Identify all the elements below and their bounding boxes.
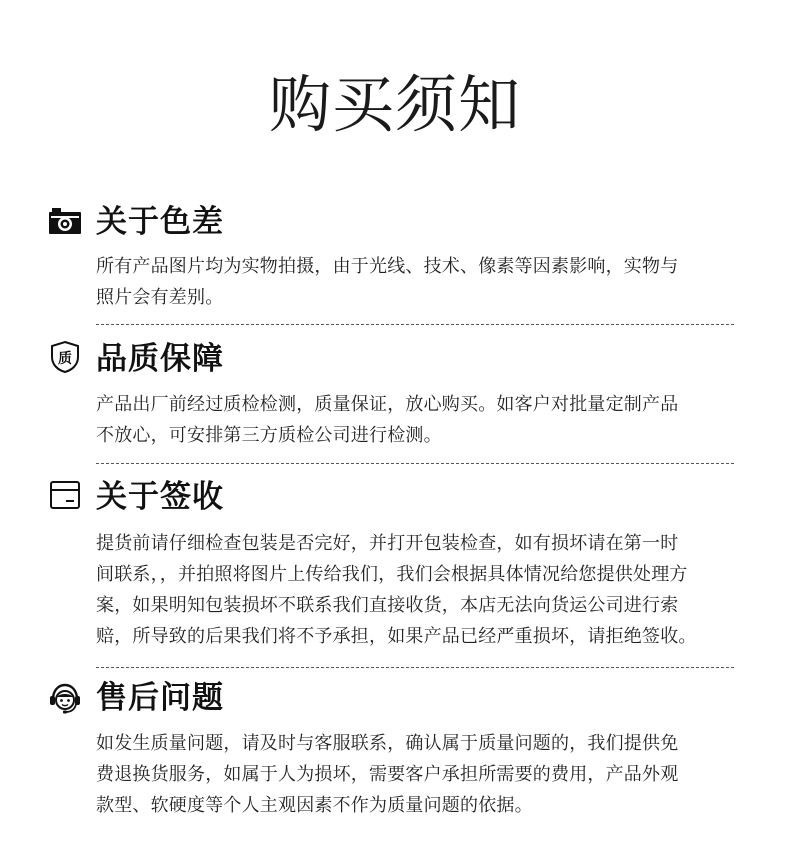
body-line: 间联系，，并拍照将图片上传给我们，我们会根据具体情况给您提供处理方: [96, 564, 688, 585]
section-body-after-sales: [96, 728, 746, 821]
body-line: 照片会有差别。: [96, 287, 224, 308]
body-line: 如发生质量问题，请及时与客服联系，确认属于质量问题的，我们提供免: [96, 733, 679, 754]
section-heading-color-difference: 关于色差: [96, 204, 224, 240]
dashed-divider: [96, 324, 734, 325]
page-title: 购买须知: [268, 68, 521, 141]
section-heading-quality: 品质保障: [96, 341, 224, 377]
camera-icon: [48, 205, 82, 239]
dashed-divider: [96, 463, 734, 464]
section-body-color-difference: [96, 251, 746, 313]
body-line: 案，如果明知包装损坏不联系我们直接收货，本店无法向货运公司进行索: [96, 595, 679, 616]
body-line: 提货前请仔细检查包装是否完好，并打开包装检查，如有损坏请在第一时: [96, 533, 679, 554]
quality-icon-glyph: 质: [58, 351, 72, 367]
body-line: 赔，所导致的后果我们将不予承担，如果产品已经严重损坏，请拒绝签收。: [96, 626, 697, 647]
body-line: 不放心，可安排第三方质检公司进行检测。: [96, 425, 442, 446]
section-heading-receipt: 关于签收: [96, 479, 224, 515]
section-heading-after-sales: 售后问题: [96, 680, 224, 716]
package-box-icon: [48, 478, 82, 512]
quality-shield-icon: [48, 340, 82, 374]
section-body-quality: [96, 389, 746, 451]
body-line: 所有产品图片均为实物拍摄，由于光线、技术、像素等因素影响，实物与: [96, 256, 679, 277]
customer-service-headset-icon: [48, 682, 82, 716]
section-body-receipt: [96, 528, 746, 652]
body-line: 款型、软硬度等个人主观因素不作为质量问题的依据。: [96, 795, 533, 816]
dashed-divider: [96, 667, 734, 668]
body-line: 费退换货服务，如属于人为损坏，需要客户承担所需要的费用，产品外观: [96, 764, 679, 785]
body-line: 产品出厂前经过质检检测，质量保证，放心购买。如客户对批量定制产品: [96, 394, 679, 415]
